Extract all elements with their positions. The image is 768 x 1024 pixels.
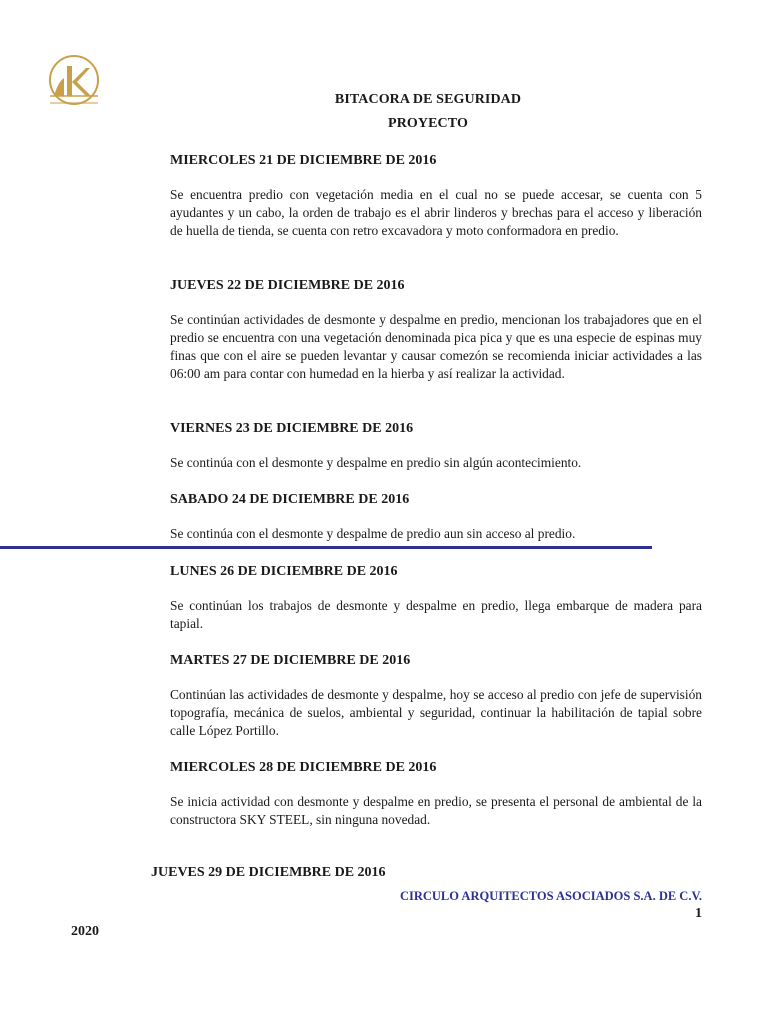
entry-text: Se continúan los trabajos de desmonte y despalme en predio, llega embarque de madera para tapial. <box>170 598 702 631</box>
entry-text: Se continúa con el desmonte y despalme de predio aun sin acceso al predio. <box>170 526 576 541</box>
log-entry <box>170 759 702 829</box>
entry-date-heading: JUEVES 29 DE DICIEMBRE DE 2016 <box>151 865 386 880</box>
log-entry <box>170 277 702 383</box>
page-number: 1 <box>695 906 702 921</box>
log-entry <box>170 491 702 543</box>
entry-date-heading: JUEVES 22 DE DICIEMBRE DE 2016 <box>170 278 405 293</box>
entry-date-heading: LUNES 26 DE DICIEMBRE DE 2016 <box>170 564 398 579</box>
log-entry <box>170 152 702 240</box>
footer-company: CIRCULO ARQUITECTOS ASOCIADOS S.A. DE C.V. <box>399 889 702 903</box>
entry-text: Continúan las actividades de desmonte y despalme, hoy se acceso al predio con jefe de supervisión topografía, mecánica de suelos, ambiental y seguridad, continuar la habilitación de tapial sobre calle López Portillo. <box>170 687 702 738</box>
entry-text: Se continúan actividades de desmonte y despalme en predio, mencionan los trabajadores que en el predio se encuentra con una vegetación denominada pica pica y que es una especie de espinas muy finas que con el aire se pueden levantar y causar comezón se recomienda iniciar actividades a las 06:00 am para contar con humedad en la hierba y así realizar la actividad. <box>170 312 702 381</box>
log-entry <box>170 420 702 472</box>
divider-rule <box>0 546 652 549</box>
entry-date-heading: MARTES 27 DE DICIEMBRE DE 2016 <box>170 653 411 668</box>
entry-date-heading: VIERNES 23 DE DICIEMBRE DE 2016 <box>170 421 414 436</box>
document-subtitle: PROYECTO <box>388 116 468 131</box>
entry-date-heading: MIERCOLES 28 DE DICIEMBRE DE 2016 <box>170 760 437 775</box>
log-entry <box>170 652 702 740</box>
entry-date-heading: MIERCOLES 21 DE DICIEMBRE DE 2016 <box>170 153 437 168</box>
entry-date-heading: SABADO 24 DE DICIEMBRE DE 2016 <box>170 492 410 507</box>
entry-text: Se continúa con el desmonte y despalme en predio sin algún acontecimiento. <box>170 455 582 470</box>
log-entry <box>170 563 702 633</box>
entry-text: Se inicia actividad con desmonte y despalme en predio, se presenta el personal de ambiental de la constructora SKY STEEL, sin ninguna novedad. <box>170 794 702 827</box>
document-title: BITACORA DE SEGURIDAD <box>334 92 522 107</box>
entry-text: Se encuentra predio con vegetación media en el cual no se puede accesar, se cuenta con 5 ayudantes y un cabo, la orden de trabajo es el abrir linderos y brechas para el acceso y liberación de huella de tienda, se cuenta con retro excavadora y moto conformadora en predio. <box>170 187 702 238</box>
footer-year: 2020 <box>71 924 99 939</box>
